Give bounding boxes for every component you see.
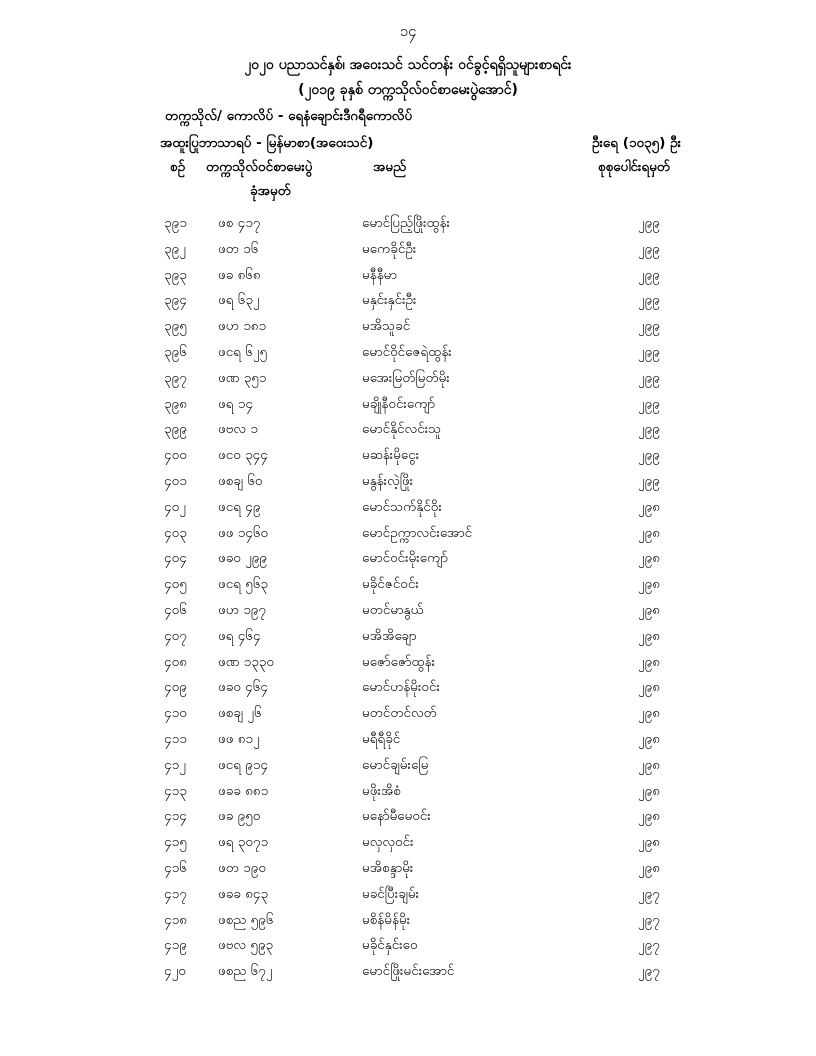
table-row [0,911,816,937]
roll-number: ဖစည ၆၇၂ [218,963,273,980]
roll-number: ဖခ ၉၅၀ [218,808,261,825]
student-name: မောင်ဝင်းမိုးကျော် [362,550,448,567]
table-row [0,343,816,369]
table-row [0,575,816,601]
column-header-marks: စုစုပေါင်းရမှတ် [598,159,671,175]
roll-number: ဖတ ၁၉၀ [218,859,266,876]
student-name: မကေခိုင်ဦး [362,240,417,257]
roll-number: ဖဖ ၁၄၆၀ [218,524,269,541]
student-name: မချိုနီဝင်းကျော် [362,395,436,412]
table-row [0,214,816,240]
total-marks: ၂၉၉ [638,421,660,438]
total-marks: ၂၉၈ [638,601,660,618]
student-name: မောင်ပြည့်ဖြိုးထွန်း [362,215,450,231]
table-row [0,291,816,317]
roll-number: ဖဏ ၁၃၃၀ [218,653,274,670]
total-marks: ၂၉၇ [638,963,660,980]
row-number: ၃၉၂ [164,240,186,257]
row-number: ၄၀၃ [164,524,187,541]
total-marks: ၂၉၈ [638,576,660,593]
student-name: မအိစန္ဒာမိုး [362,859,414,876]
roll-number: ဖဟ ၁၈၁ [218,318,267,335]
row-number: ၄၀၉ [164,679,187,696]
document-title: ၂၀၂၀ ပညာသင်နှစ်၊ အဝေးသင် သင်တန်း ဝင်ခွင့်ရရှိသူများစာရင်း [244,57,572,73]
row-number: ၄၀၁ [164,472,187,489]
total-marks: ၂၉၈ [638,834,660,851]
total-marks: ၂၉၈ [638,782,660,799]
roll-number: ဖစချ ၂၆ [218,705,262,722]
student-name: မနွန်းလဲ့ဖြိုး [362,472,414,489]
total-marks: ၂၉၈ [638,498,660,515]
total-marks: ၂၉၉ [638,266,660,283]
roll-number: ဖခခ ၈၈၁ [218,782,269,799]
row-number: ၃၉၃ [164,266,187,283]
row-number: ၄၁၈ [164,911,187,928]
student-name: မခင်ပြီးချမ်း [362,885,420,902]
student-name: မဆန်းမိုငွေး [362,447,420,464]
total-marks: ၂၉၈ [638,627,660,644]
row-number: ၄၁၅ [164,834,187,851]
student-name: မောင်နိုင်လင်းသူ [362,421,442,438]
table-row [0,885,816,911]
student-name: မအေးမြတ်မြတ်မိုး [362,369,450,386]
student-name: မလှလှဝင်း [362,834,414,851]
student-name: မောင်ဥက္ကာလင်းအောင် [362,524,473,541]
row-number: ၄၁၇ [164,885,187,902]
row-number: ၄၀၄ [164,550,187,567]
student-name: မနီနီမာ [362,266,397,283]
total-marks: ၂၉၈ [638,653,660,670]
table-row [0,653,816,679]
student-name: မနှင်းနှင်းဦး [362,292,417,309]
table-row [0,524,816,550]
row-number: ၃၉၆ [164,343,187,360]
row-number: ၄၁၉ [164,937,187,954]
total-marks: ၂၉၉ [638,447,660,464]
row-number: ၄၀၅ [164,576,187,593]
table-row [0,678,816,704]
table-row [0,369,816,395]
table-row [0,601,816,627]
roll-number: ဖခဝ ၄၆၄ [218,679,268,696]
table-row [0,498,816,524]
student-name: မဖိုးအိစံ [362,782,401,799]
row-number: ၃၉၄ [164,292,187,309]
roll-number: ဖစည ၅၉၆ [218,911,274,928]
student-name: မောင်ဖြိုးမင်းအောင် [362,963,455,980]
student-name: မခိုင်ဇင်ဝင်း [362,576,419,593]
row-number: ၃၉၁ [164,215,187,231]
total-marks: ၂၉၈ [638,859,660,876]
table-row [0,782,816,808]
total-marks: ၂၉၉ [638,343,660,360]
roll-number: ဖဟ ၁၉၇ [218,601,266,618]
student-name: မတင်တင်လတ် [362,705,437,722]
roll-number: ဖငဝ ၃၄၄ [218,447,268,464]
total-marks: ၂၉၇ [638,885,660,902]
total-marks: ၂၉၉ [638,215,660,231]
table-row [0,936,816,962]
column-header-no: စဉ် [170,159,186,175]
row-number: ၃၉၈ [164,395,187,412]
row-number: ၄၀၆ [164,601,187,618]
row-number: ၄၁၂ [164,756,186,773]
roll-number: ဖခဝ ၂၉၉ [218,550,267,567]
row-number: ၃၉၉ [164,421,187,438]
row-number: ၄၁၄ [164,808,187,825]
table-row [0,240,816,266]
roll-number: ဖခခ ၈၄၃ [218,885,269,902]
table-row [0,549,816,575]
roll-number: ဖခ ၈၆၈ [218,266,261,283]
roll-number: ဖငရ ၄၉ [218,498,261,515]
total-marks: ၂၉၇ [638,911,660,928]
row-number: ၄၁၀ [164,705,187,722]
student-name: မရီရီခိုင် [362,730,401,747]
total-marks: ၂၉၈ [638,550,660,567]
row-number: ၄၁၁ [164,730,187,747]
total-marks: ၂၉၉ [638,472,660,489]
roll-number: ဖစချ ၆၀ [218,472,263,489]
table-row [0,756,816,782]
student-name: မောင်ချမ်းမြေ [362,756,429,773]
table-row [0,833,816,859]
roll-number: ဖရ ၆၃၂ [218,292,260,309]
total-marks: ၂၉၈ [638,524,660,541]
row-number: ၄၀၈ [164,653,187,670]
row-number: ၄၀၂ [164,498,186,515]
table-row [0,472,816,498]
student-name: မအိအိချော [362,627,417,644]
row-number: ၃၉၅ [164,318,187,335]
roll-number: ဖဏ ၃၅၁ [218,369,267,386]
student-list [0,214,816,988]
total-marks: ၂၉၈ [638,730,660,747]
roll-number: ဖဗလ ၁ [218,421,258,438]
total-marks: ၂၉၉ [638,395,660,412]
table-row [0,266,816,292]
table-row [0,446,816,472]
table-row [0,704,816,730]
roll-number: ဖရ ၃၀၇၁ [218,834,269,851]
document-subtitle: (၂၀၁၉ ခုနှစ် တက္ကသိုလ်ဝင်စာမေးပွဲအောင်) [298,82,518,98]
university-label: တက္ကသိုလ်/ ကောလိပ် - ရေနံချောင်းဒီဂရီကောလိပ် [165,108,413,124]
roll-number: ဖငရ ၅၆၃ [218,576,269,593]
row-number: ၄၀၇ [164,627,187,644]
total-marks: ၂၉၈ [638,679,660,696]
total-marks: ၂၉၈ [638,705,660,722]
student-name: မအိသူခင် [362,318,411,335]
roll-number: ဖငရ ၆၂၅ [218,343,268,360]
major-label: အထူးပြုဘာသာရပ် - မြန်မာစာ(အဝေးသင်) [160,135,374,151]
table-row [0,317,816,343]
table-row [0,859,816,885]
row-number: ၄၁၃ [164,782,187,799]
total-marks: ၂၉၉ [638,318,660,335]
student-name: မောင်ဟန်မိုးဝင်း [362,679,440,696]
roll-number: ဖတ ၁၆ [218,240,259,257]
table-row [0,962,816,988]
row-number: ၄၁၆ [164,859,187,876]
roll-number: ဖရ ၄၆၄ [218,627,261,644]
total-marks: ၂၉၈ [638,756,660,773]
row-number: ၄၂၀ [164,963,186,980]
column-header-roll: တက္ကသိုလ်ဝင်စာမေးပွဲ [206,159,313,175]
student-name: မတင်မာနွယ် [362,601,424,618]
student-name: မစိန်မိန်မိုး [362,911,411,928]
table-row [0,807,816,833]
total-marks: ၂၉၇ [638,937,660,954]
table-row [0,730,816,756]
roll-number: ဖငရ ၉၁၄ [218,756,269,773]
column-header-roll-line2: ခုံအမှတ် [250,183,291,199]
roll-number: ဖစ ၄၁၇ [218,215,261,231]
total-marks: ၂၉၈ [638,808,660,825]
column-header-name: အမည် [373,159,407,175]
total-marks: ၂၉၉ [638,292,660,309]
student-name: မောင်ဝိုင်ဇေရဲထွန်း [362,343,452,360]
page-number: ၁၄ [399,22,417,40]
student-name: မခိုင်နှင်းဝေ [362,937,418,954]
total-marks: ၂၉၉ [638,240,660,257]
row-number: ၄၀၀ [164,447,187,464]
student-name: မနော်မီမေဝင်း [362,808,431,825]
row-number: ၃၉၇ [164,369,187,386]
roll-number: ဖရ ၁၄ [218,395,253,412]
table-row [0,395,816,421]
total-marks: ၂၉၉ [638,369,660,386]
table-row [0,420,816,446]
total-count-label: ဦးရေ (၁၀၃၅) ဦး [592,135,682,151]
roll-number: ဖဗလ ၅၉၃ [218,937,274,954]
table-row [0,627,816,653]
student-name: မောင်သက်နိုင်ဝိုး [362,498,442,515]
student-name: မဇော်ဇော်ထွန်း [362,653,435,670]
roll-number: ဖဖ ၈၁၂ [218,730,260,747]
